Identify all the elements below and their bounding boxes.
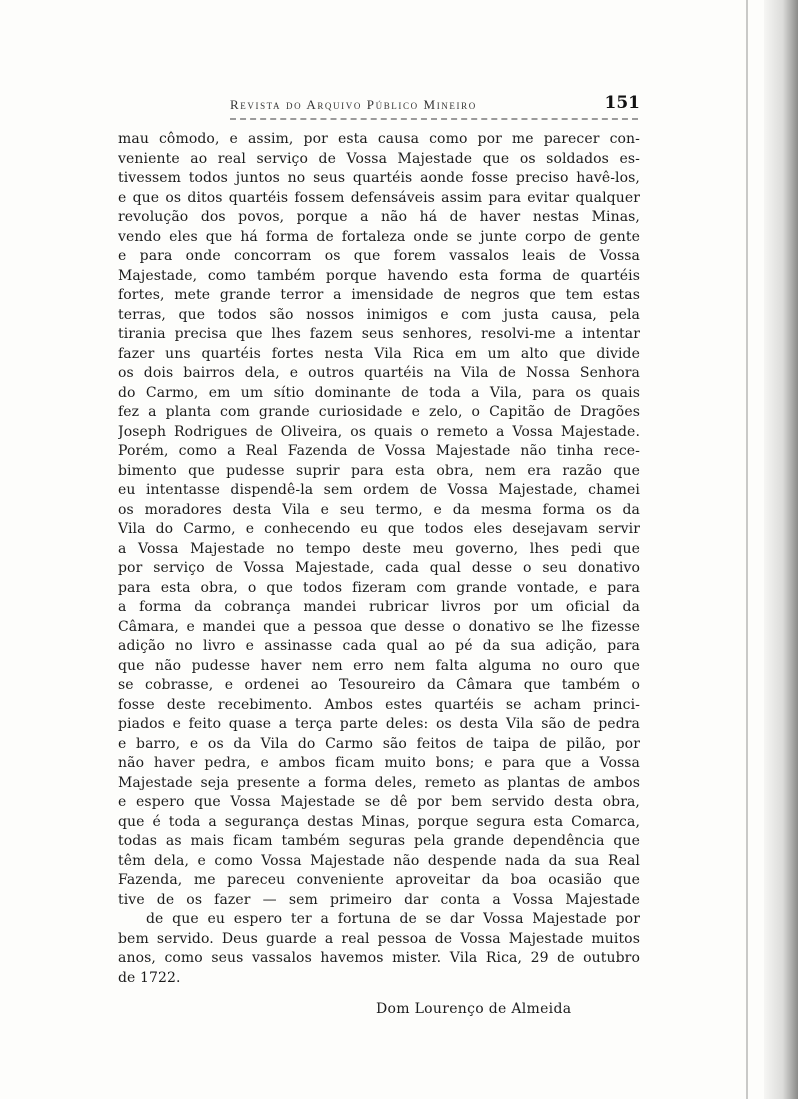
running-title: Revista do Arquivo Público Mineiro [230,97,477,112]
text-line: terras, que todos são nossos inimigos e com justa causa, pela [118,306,640,323]
text-line: Fazenda, me pareceu conveniente aproveitar da boa ocasião que [118,872,640,888]
text-line: bimento que pudesse suprir para esta obra, nem era razão que [118,462,640,479]
text-line: fortes, mete grande terror a imensidade de negros que tem estas [118,287,640,303]
text-line: os moradores desta Vila e seu termo, e da mesma forma os da [118,501,640,518]
text-line: tirania precisa que lhes fazem seus senhores, resolvi-me a intentar [118,326,640,342]
text-line: a Vossa Majestade no tempo deste meu governo, lhes pedi que [118,540,640,557]
text-line: Majestade seja presente a forma deles, remeto as plantas de ambos [118,774,640,791]
text-line: os dois bairros dela, e outros quartéis na Vila de Nossa Senhora [118,365,640,381]
body-text [118,130,640,988]
text-line: vendo eles que há forma de fortaleza onde se junte corpo de gente [118,228,640,245]
text-line: tive de os fazer — sem primeiro dar conta a Vossa Majestade [118,891,640,908]
text-line: todas as mais ficam também seguras pela grande dependência que [118,833,640,849]
text-line: e espero que Vossa Majestade se dê por bem servido desta obra, [118,794,640,810]
text-line: fazer uns quartéis fortes nesta Vila Rica em um alto que divide [118,345,640,362]
text-line: Porém, como a Real Fazenda de Vossa Majestade não tinha rece- [118,443,640,459]
text-line: não haver pedra, e ambos ficam muito bons; e para que a Vossa [118,755,640,771]
signature: Dom Lourenço de Almeida [376,1001,572,1017]
text-line: para esta obra, o que todos fizeram com grande vontade, e para [118,579,640,596]
text-line: de 1722. [118,969,181,986]
text-line: bem servido. Deus guarde a real pessoa de Vossa Majestade muitos [118,930,640,947]
page-number: 151 [604,93,640,113]
page-header [118,95,640,119]
text-line: têm dela, e como Vossa Majestade não despende nada da sua Real [118,852,640,869]
text-line: por serviço de Vossa Majestade, cada qual desse o seu donativo [118,560,640,576]
text-line: Joseph Rodrigues de Oliveira, os quais o remeto a Vossa Majestade. [118,423,640,440]
text-line: e para onde concorram os que forem vassalos leais de Vossa [118,248,640,264]
text-line: e barro, e os da Vila do Carmo são feitos de taipa de pilão, por [118,735,640,752]
text-line: a forma da cobrança mandei rubricar livros por um oficial da [118,599,640,615]
text-line: Vila do Carmo, e conhecendo eu que todos eles desejavam servir [118,521,640,537]
text-line: adição no livro e assinasse cada qual ao pé da sua adição, para [118,638,640,654]
text-line: eu intentasse dispendê-la sem ordem de Vossa Majestade, chamei [118,482,640,498]
text-line: mau cômodo, e assim, por esta causa como por me parecer con- [118,131,640,147]
text-line: Câmara, e mandei que a pessoa que desse o donativo se lhe fizesse [118,618,640,635]
text-line: que não pudesse haver nem erro nem falta alguma no ouro que [118,657,640,674]
text-line: veniente ao real serviço de Vossa Majestade que os soldados es- [118,150,640,167]
text-line: anos, como seus vassalos havemos mister. Vila Rica, 29 de outubro [118,950,640,966]
page-gutter-line [746,0,748,1099]
text-line: do Carmo, em um sítio dominante de toda a Vila, para os quais [118,384,640,401]
text-line: que é toda a segurança destas Minas, porque segura esta Comarca, [118,813,640,830]
text-line: Majestade, como também porque havendo esta forma de quartéis [118,267,640,284]
text-line: tivessem todos juntos no seus quartéis aonde fosse preciso havê-los, [118,170,640,186]
text-line: de que eu espero ter a fortuna de se dar Vossa Majestade por [146,911,640,927]
text-line: fosse deste recebimento. Ambos estes quartéis se acham princi- [118,696,640,713]
text-line: fez a planta com grande curiosidade e zelo, o Capitão de Dragões [118,404,640,420]
text-line: revolução dos povos, porque a não há de haver nestas Minas, [118,209,640,225]
text-line: e que os ditos quartéis fossem defensáveis assim para evitar qualquer [118,189,640,206]
text-line: piados e feito quase a terça parte deles: os desta Vila são de pedra [118,716,640,732]
page-edge-shadow [764,0,798,1099]
text-line: se cobrasse, e ordenei ao Tesoureiro da Câmara que também o [118,677,640,693]
header-rule [230,118,638,120]
